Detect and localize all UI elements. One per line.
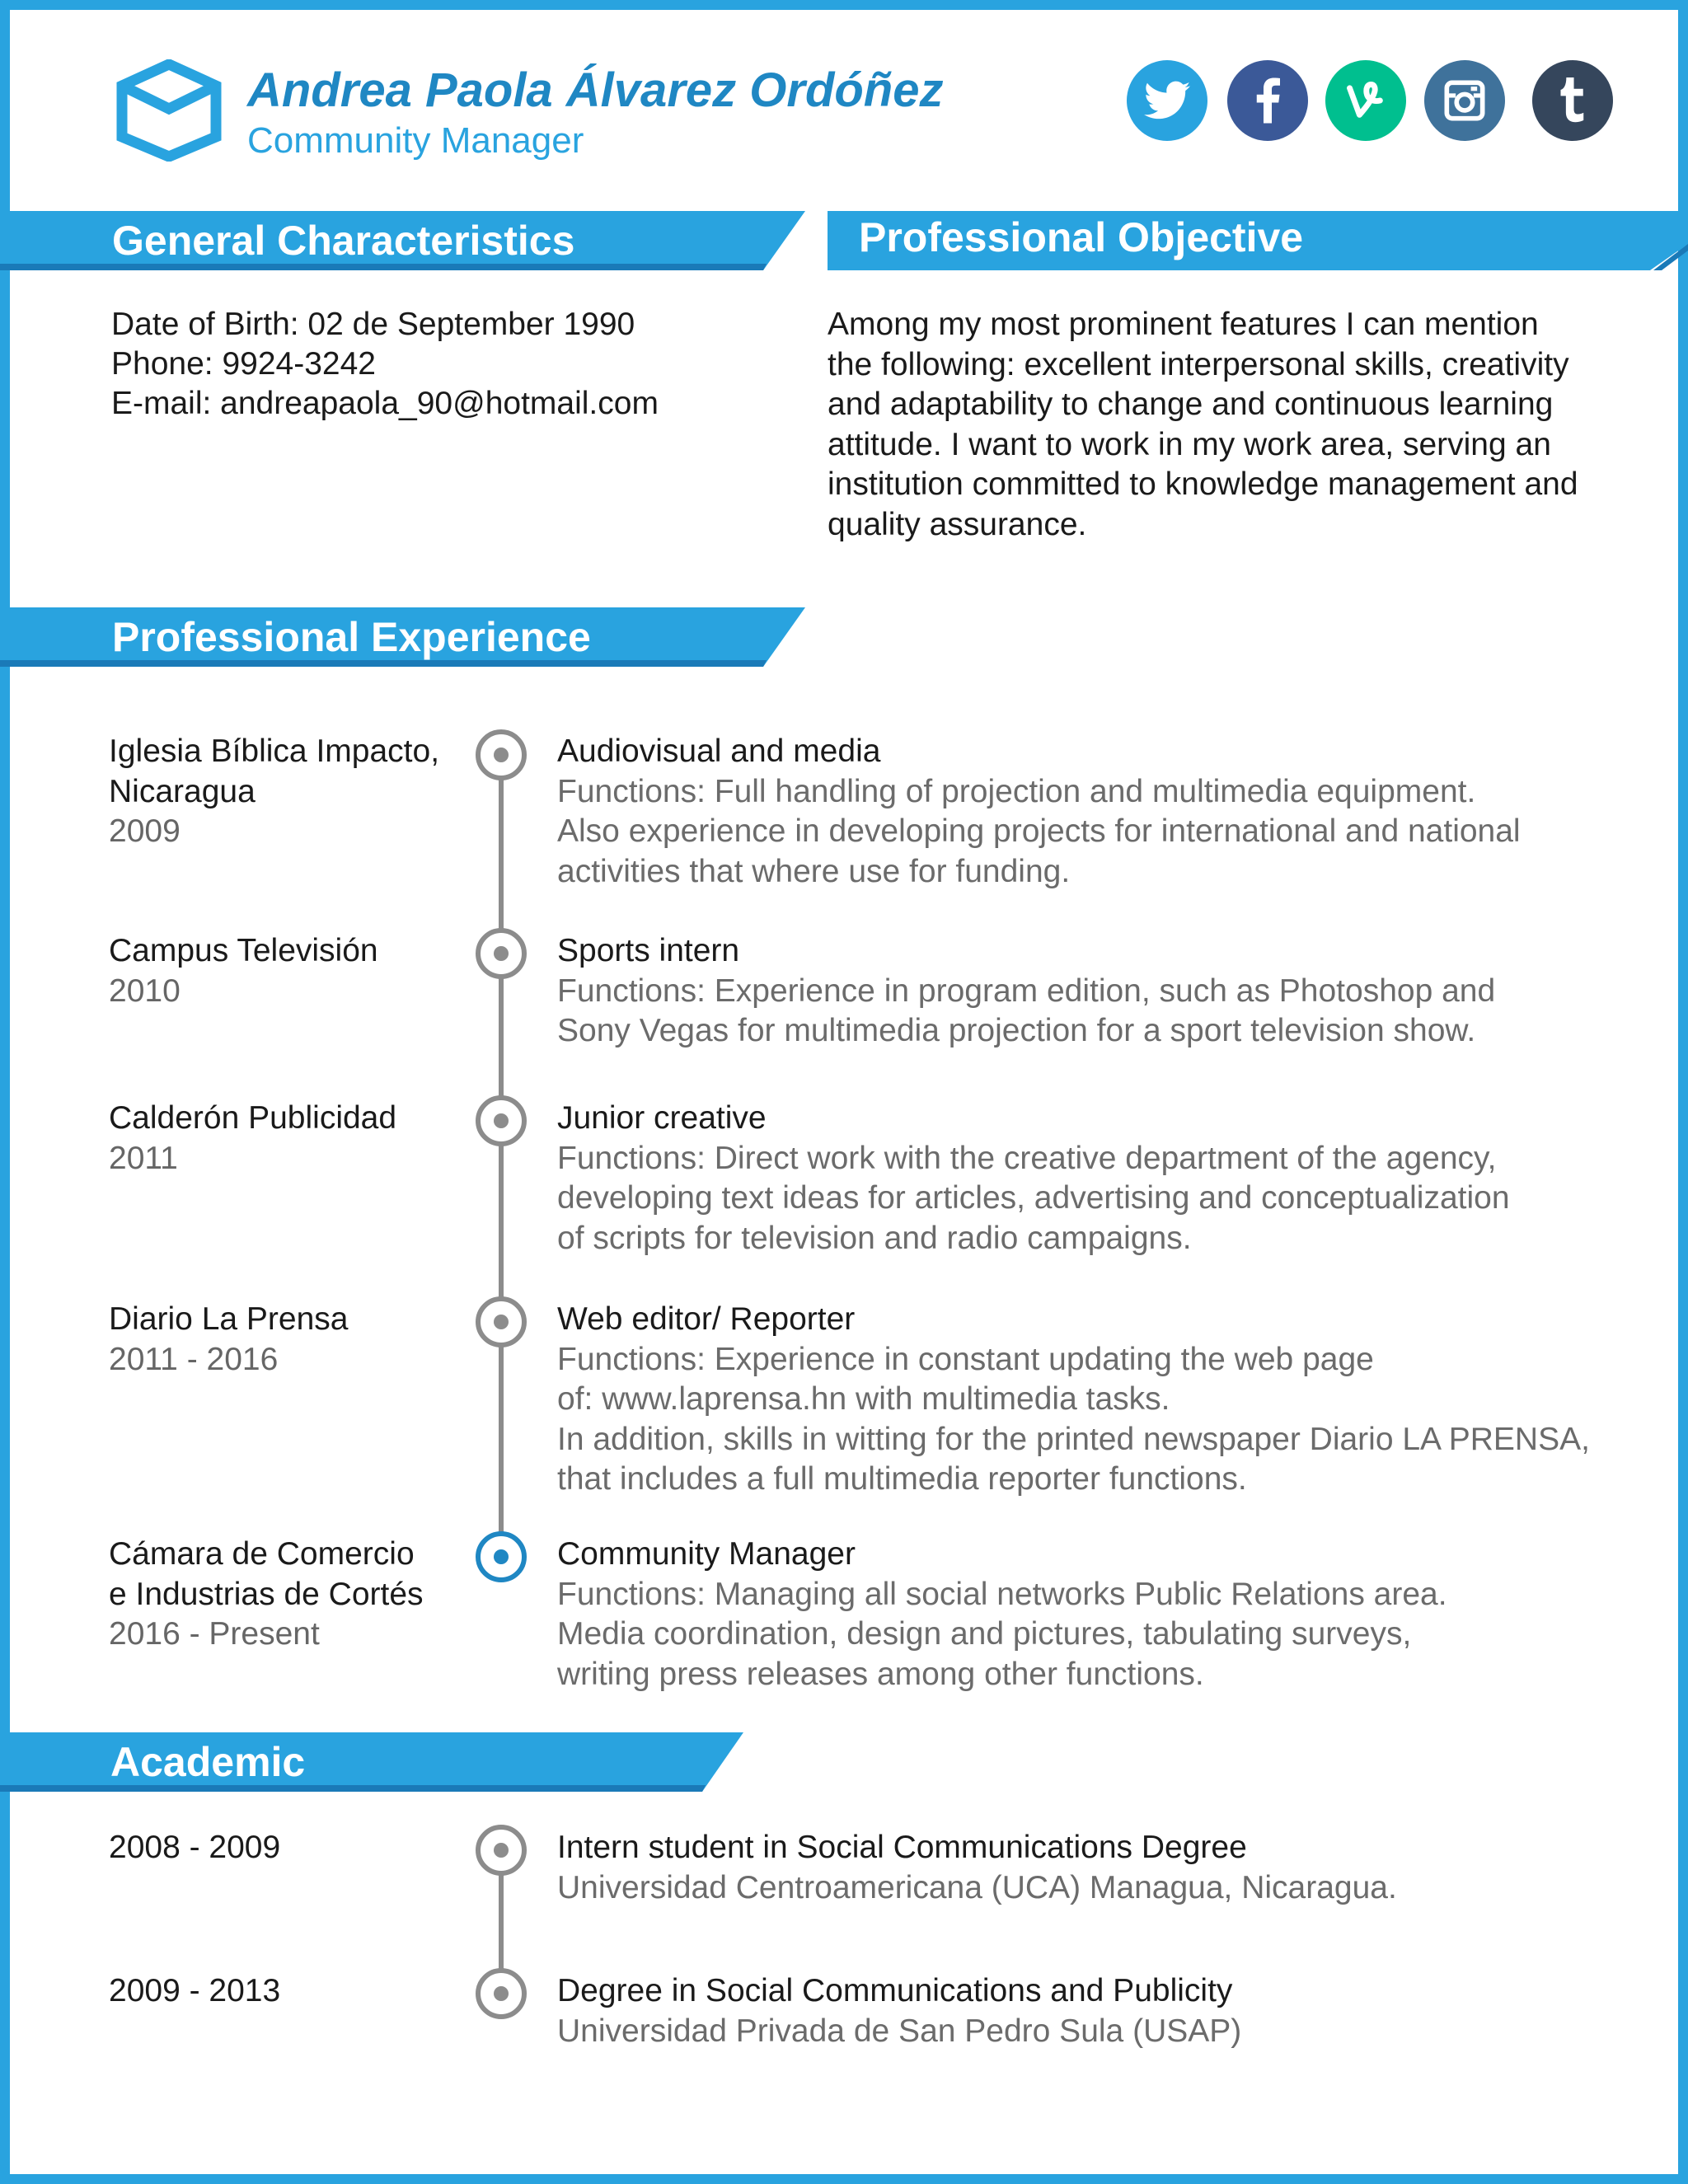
section-professional-experience: Professional Experience bbox=[0, 607, 805, 667]
experience-job: Web editor/ Reporter Functions: Experience in constant updating the web page of: www.laprensa.hn with multimedia tasks. In addition, skills in witting for the printed newspaper Diario LA PRENSA, that includes a full multimedia reporter functions. bbox=[557, 1301, 1590, 1497]
experience-org: Iglesia Bíblica Impacto, Nicaragua 2009 bbox=[109, 732, 439, 852]
timeline-node bbox=[476, 729, 527, 780]
instagram-icon[interactable] bbox=[1424, 60, 1505, 141]
timeline-node bbox=[476, 928, 527, 979]
job-title: Audiovisual and media bbox=[557, 733, 881, 769]
phone: Phone: 9924-3242 bbox=[111, 346, 376, 382]
section-general-characteristics: General Characteristics bbox=[0, 211, 805, 270]
job-title: Sports intern bbox=[557, 933, 740, 968]
candidate-name: Andrea Paola Álvarez Ordóñez bbox=[247, 63, 944, 117]
email: E-mail: andreapaola_90@hotmail.com bbox=[111, 386, 659, 421]
vine-icon[interactable] bbox=[1325, 60, 1406, 141]
experience-org: Cámara de Comercio e Industrias de Cortés 2016 - Present bbox=[109, 1535, 424, 1655]
experience-years: 2010 bbox=[109, 972, 181, 1009]
school-name: Universidad Centroamericana (UCA) Managua, Nicaragua. bbox=[557, 1869, 1397, 1905]
experience-timeline-line bbox=[499, 754, 504, 1554]
general-info bbox=[111, 305, 659, 424]
box-logo-icon bbox=[115, 59, 223, 162]
section-professional-objective: Professional Objective bbox=[828, 211, 1688, 270]
timeline-node bbox=[476, 1296, 527, 1347]
school-name: Universidad Privada de San Pedro Sula (USAP) bbox=[557, 2013, 1242, 2049]
experience-org: Calderón Publicidad 2011 bbox=[109, 1099, 396, 1179]
timeline-node bbox=[476, 1968, 527, 2019]
experience-years: 2009 bbox=[109, 813, 181, 849]
academic-entry bbox=[557, 1828, 1397, 1908]
tumblr-icon[interactable] bbox=[1532, 60, 1613, 141]
section-academic: Academic bbox=[0, 1732, 743, 1792]
job-title: Community Manager bbox=[557, 1536, 856, 1572]
degree-title: Degree in Social Communications and Publicity bbox=[557, 1973, 1233, 2008]
experience-years: 2011 - 2016 bbox=[109, 1341, 279, 1377]
objective-text: Among my most prominent features I can mention the following: excellent interpersonal skills, creativity and adaptability to change and continuous learning attitude. I want to work in my work area, serving an institution committed to knowledge management and quality assurance. bbox=[828, 307, 1578, 542]
timeline-node bbox=[476, 1825, 527, 1876]
experience-job: Sports intern Functions: Experience in program edition, such as Photoshop and Sony Vegas for multimedia projection for a sport television show. bbox=[557, 933, 1496, 1048]
academic-years: 2009 - 2013 bbox=[109, 1973, 281, 2008]
candidate-role: Community Manager bbox=[247, 120, 584, 161]
timeline-node-current bbox=[476, 1531, 527, 1582]
job-title: Junior creative bbox=[557, 1100, 767, 1136]
experience-years: 2016 - Present bbox=[109, 1616, 320, 1652]
degree-title: Intern student in Social Communications Degree bbox=[557, 1830, 1247, 1865]
experience-job: Audiovisual and media Functions: Full handling of projection and multimedia equipment. Also experience in developing projects for international and national activities that where use for funding. bbox=[557, 733, 1521, 889]
experience-job: Junior creative Functions: Direct work with the creative department of the agency, developing text ideas for articles, advertising and conceptualization of scripts for television and radio campaigns. bbox=[557, 1100, 1510, 1256]
date-of-birth: Date of Birth: 02 de September 1990 bbox=[111, 307, 635, 342]
academic-entry bbox=[557, 1971, 1241, 2051]
facebook-icon[interactable] bbox=[1227, 60, 1308, 141]
experience-org: Campus Televisión 2010 bbox=[109, 931, 378, 1011]
timeline-node bbox=[476, 1095, 527, 1146]
experience-org: Diario La Prensa 2011 - 2016 bbox=[109, 1300, 348, 1380]
academic-years: 2008 - 2009 bbox=[109, 1830, 281, 1865]
experience-job: Community Manager Functions: Managing all social networks Public Relations area. Media coordination, design and pictures, tabulating surveys, writing press releases among other functions. bbox=[557, 1536, 1447, 1692]
experience-years: 2011 bbox=[109, 1140, 178, 1176]
job-title: Web editor/ Reporter bbox=[557, 1301, 856, 1337]
twitter-icon[interactable] bbox=[1127, 60, 1207, 141]
